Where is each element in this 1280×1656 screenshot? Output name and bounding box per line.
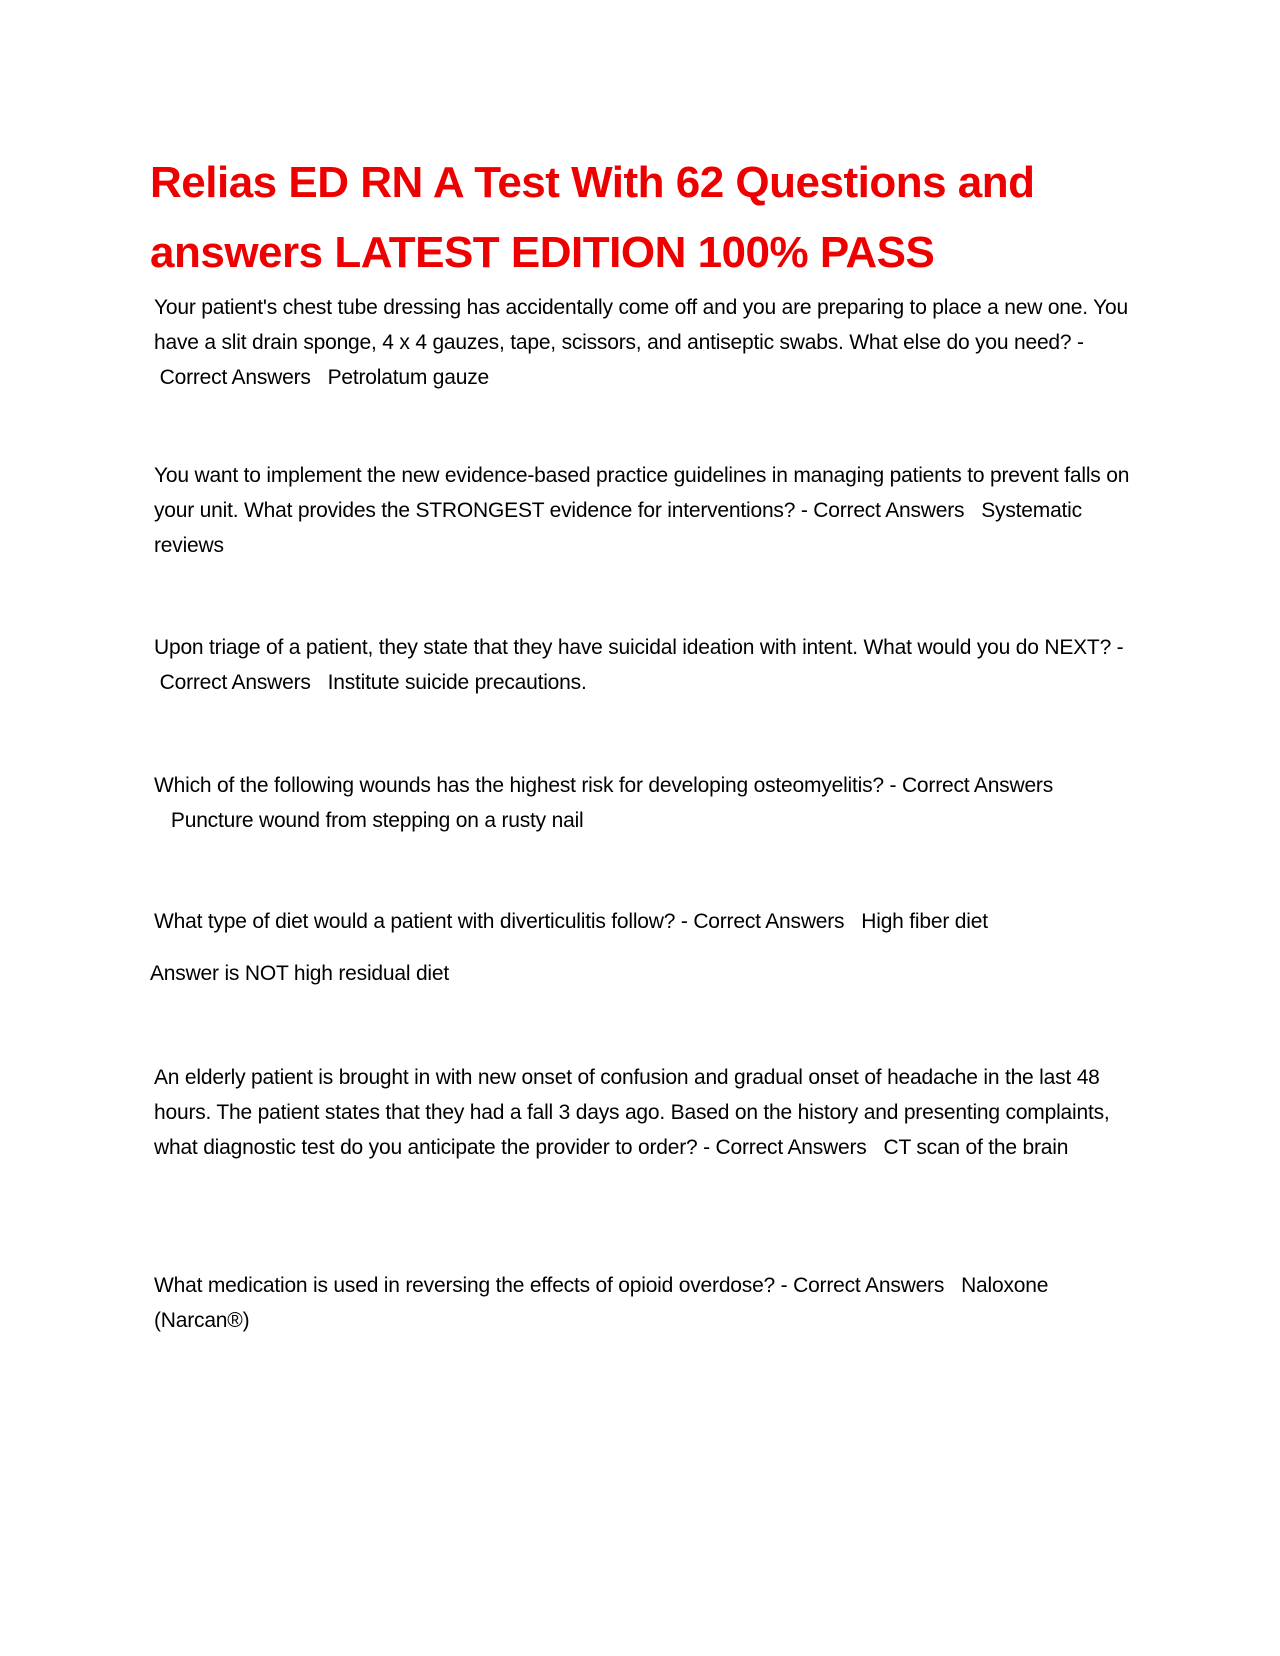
answer-text: High fiber diet — [861, 910, 988, 933]
answer-text: Naloxone (Narcan®) — [154, 1274, 1049, 1332]
answer-label: Correct Answers — [693, 910, 845, 933]
question-text: What medication is used in reversing the effects of opioid overdose? - — [154, 1274, 788, 1297]
question-text: Your patient's chest tube dressing has accidentally come off and you are preparing to place a new one. You have a slit drain sponge, 4 x 4 gauzes, tape, scissors, and antiseptic swabs. What else do you need? - — [154, 296, 1128, 354]
answer-text: Systematic reviews — [154, 499, 1082, 557]
qa-item — [154, 904, 1134, 939]
qa-item — [154, 458, 1134, 563]
qa-item — [154, 630, 1134, 700]
answer-label: Correct Answers — [159, 366, 311, 389]
answer-text: Institute suicide precautions. — [327, 671, 587, 694]
answer-label: Correct Answers — [159, 671, 311, 694]
question-text: Which of the following wounds has the highest risk for developing osteomyelitis? - — [154, 774, 897, 797]
answer-text: CT scan of the brain — [883, 1136, 1069, 1159]
document-title: Relias ED RN A Test With 62 Questions and answers LATEST EDITION 100% PASS — [150, 158, 1035, 277]
qa-item — [154, 768, 1134, 838]
question-text: An elderly patient is brought in with new onset of confusion and gradual onset of headache in the last 48 hours. The patient states that they had a fall 3 days ago. Based on the history and presenting complaints, what diagnostic test do you anticipate the provider to order? - — [154, 1066, 1110, 1159]
answer-label: Correct Answers — [793, 1274, 945, 1297]
question-text: Upon triage of a patient, they state that they have suicidal ideation with intent. What would you do NEXT? - — [154, 636, 1124, 659]
qa-item — [154, 1268, 1134, 1338]
question-text: What type of diet would a patient with diverticulitis follow? - — [154, 910, 688, 933]
question-text: You want to implement the new evidence-based practice guidelines in managing patients to prevent falls on your unit. What provides the STRONGEST evidence for interventions? - — [154, 464, 1130, 522]
answer-text: Puncture wound from stepping on a rusty nail — [170, 809, 584, 832]
answer-label: Correct Answers — [901, 774, 1054, 797]
answer-note: Answer is NOT high residual diet — [150, 962, 450, 985]
answer-label: Correct Answers — [813, 499, 965, 522]
qa-item — [154, 1060, 1134, 1165]
answer-label: Correct Answers — [715, 1136, 867, 1159]
qa-item — [154, 290, 1134, 395]
answer-text: Petrolatum gauze — [327, 366, 489, 389]
